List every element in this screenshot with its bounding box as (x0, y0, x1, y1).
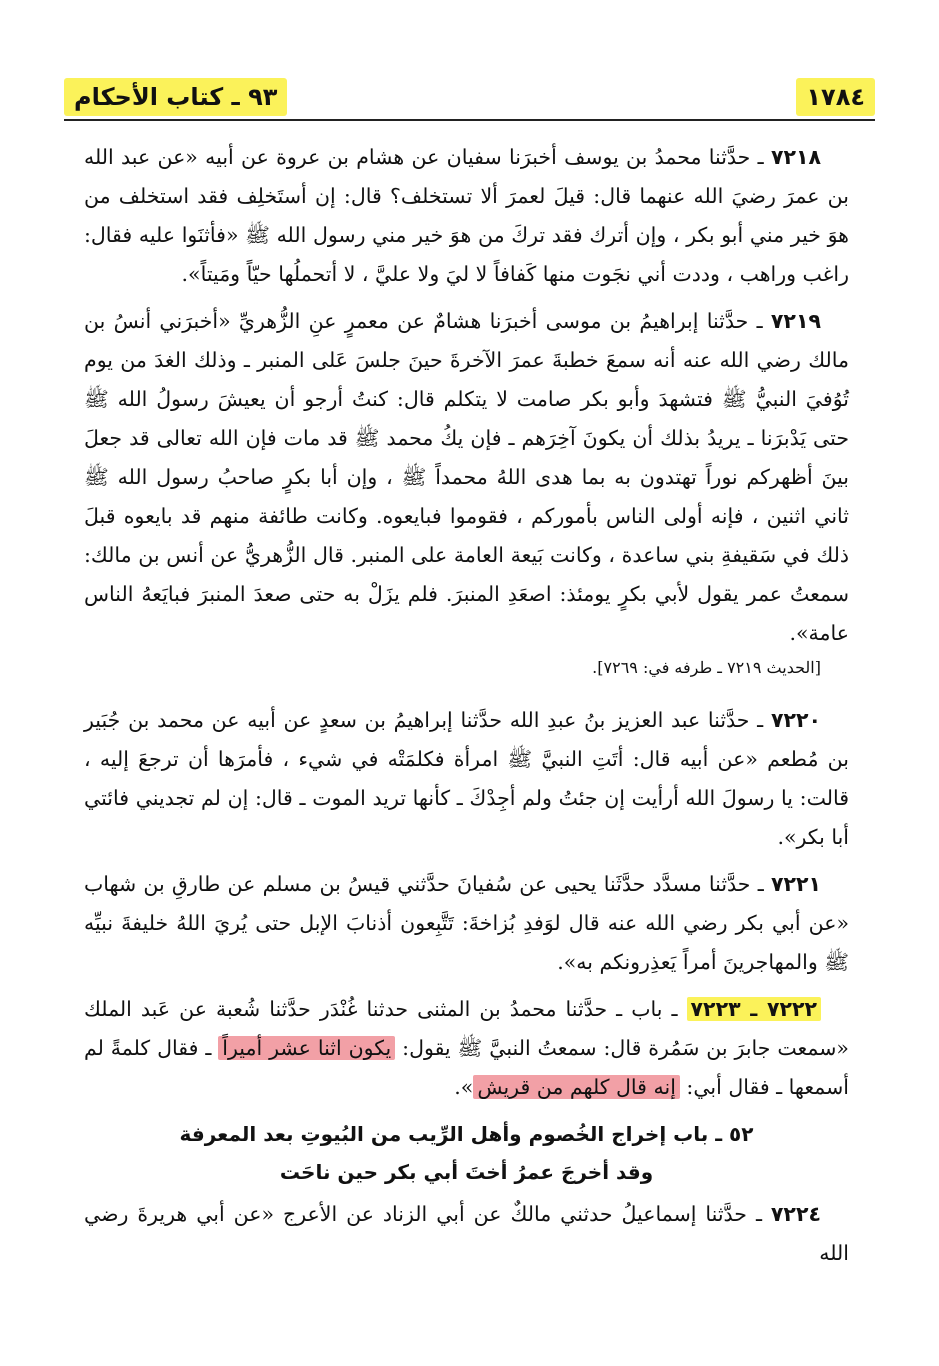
page-header (64, 78, 875, 118)
hadith-number-highlighted: ٧٢٢٢ ـ ٧٢٢٣ (687, 997, 821, 1021)
hadith-number: ٧٢٢٤ (770, 1202, 821, 1226)
hadith-text: ـ حدَّثنا عبد العزيز بنُ عبدِ الله حدَّثنا إبراهيمُ بن سعدٍ عن أبيه عن محمد بن جُبَير بن مُطعم «عن أبيه قال: أتَتِ النبيَّ ﷺ امرأة فكلمَتْه في شيء ، فأمرَها أن ترجعَ إليه ، قالت: يا رسولَ الله أرأيت إن جئتُ ولم أجِدْكَ ـ كأنها تريد الموت ـ قال: إن لم تجديني فائتي أبا بكر». (84, 708, 849, 849)
hadith-7218 (84, 138, 849, 294)
hadith-text: ـ حدَّثنا إبراهيمُ بن موسى أخبرَنا هشامٌ عن معمرٍ عنِ الزُّهريِّ «أخبرَني أنسُ بن مالك رضي الله عنه أنه سمعَ خطبةَ عمرَ الآخرةَ حينَ جلسَ عَلى المنبر ـ وذلك الغدَ من يوم تُوُفيَ النبيُّ ﷺ فتشهدَ وأبو بكر صامت لا يتكلم قال: كنتُ أرجو أن يعيشَ رسولُ الله ﷺ حتى يَدْبرَنا ـ يريدُ بذلك أن يكونَ آخِرَهم ـ فإن يكُ محمد ﷺ قد مات فإن الله تعالى قد جعلَ بينَ أظهركم نوراً تهتدون به بما هدى اللهُ محمداً ﷺ ، وإن أبا بكرٍ صاحبُ رسول الله ﷺ ثاني اثنين ، فإنه أولى الناس بأموركم ، فقوموا فبايعوه. وكانت طائفة منهم قد بايعوه قبلَ ذلك في سَقيفةِ بني ساعدة ، وكانت بَيعة العامة على المنبر. قال الزُّهريُّ عن أنس بن مالك: سمعتُ عمر يقول لأبي بكرٍ يومئذ: اصعَدِ المنبرَ. فلم يزَلْ به حتى صعدَ المنبرَ فبايَعهُ الناس عامة». (84, 309, 849, 645)
hadith-number: ٧٢٢١ (770, 872, 821, 896)
highlighted-phrase-quraysh: إنه قال كلهم من قريش (473, 1075, 680, 1099)
page-number: ١٧٨٤ (796, 78, 875, 116)
hadith-text-part: ـ باب ـ حدَّثنا محمدُ بن المثنى حدثنا غُنْدَر حدَّثنا شُعبة عن عَبد الملك «سمعت جابرَ بن سَمُرة قال: سمعتُ النبيَّ ﷺ يقول: (84, 997, 849, 1060)
hadith-text: ـ حدَّثنا إسماعيلُ حدثني مالكٌ عن أبي الزناد عن الأعرج «عن أبي هريرةَ رضي الله (84, 1202, 849, 1265)
hadith-number: ٧٢١٨ (770, 145, 821, 169)
hadith-7224 (84, 1195, 849, 1273)
page-body (84, 138, 849, 1281)
hadith-text: ـ حدَّثنا محمدُ بن يوسف أخبرَنا سفيان عن هشام بن عروة عن أبيه «عن عبد الله بن عمرَ رضيَ الله عنهما قال: قيلَ لعمرَ ألا تستخلف؟ قال: إن أستَخلِف فقد استخلف من هوَ خير مني أبو بكر ، وإن أترك فقد تركَ من هوَ خير مني رسول الله ﷺ «فأثنَوا عليه فقال: راغب وراهب ، وددت أني نجَوت منها كَفافاً لا ليَ ولا عليَّ ، لا أتحملُها حيّاً ومَيتاً». (84, 145, 849, 286)
hadith-7219-footnote: [الحديث ٧٢١٩ ـ طرفه في: ٧٢٦٩]. (592, 658, 821, 677)
hadith-7221 (84, 865, 849, 982)
chapter-heading-line: وقد أخرجَ عمرُ أختَ أبي بكر حين ناحَت (279, 1160, 654, 1184)
chapter-title: ٩٣ ـ كتاب الأحكام (64, 78, 287, 116)
hadith-7220 (84, 701, 849, 857)
highlighted-phrase-twelve-amirs: يكون اثنا عشر أميراً (218, 1036, 395, 1060)
hadith-number: ٧٢٢٠ (770, 708, 821, 732)
header-rule (64, 119, 875, 121)
hadith-text-part: ». (454, 1075, 474, 1099)
hadith-7219 (84, 302, 849, 653)
chapter-heading-52 (84, 1115, 849, 1191)
chapter-heading-line: ٥٢ ـ باب إخراج الخُصوم وأهل الرِّيب من البُيوتِ بعد المعرفة (179, 1122, 754, 1146)
hadith-text: ـ حدَّثنا مسدَّد حدَّثَنا يحيى عن سُفيانَ حدَّثني قيسُ بن مسلم عن طارقِ بن شهاب «عن أبي بكر رضي الله عنه قال لوَفدِ بُزاخةَ: تَتَّبِعون أذنابَ الإبل حتى يُريَ اللهُ خليفةَ نبيِّه ﷺ والمهاجرينَ أمراً يَعذِرونكم به». (84, 872, 849, 974)
hadith-7222-7223 (84, 990, 849, 1107)
hadith-text-part: ـ فقال كلمةً لم أسمعها ـ فقال أبي: (84, 1036, 849, 1099)
hadith-number: ٧٢١٩ (770, 309, 821, 333)
